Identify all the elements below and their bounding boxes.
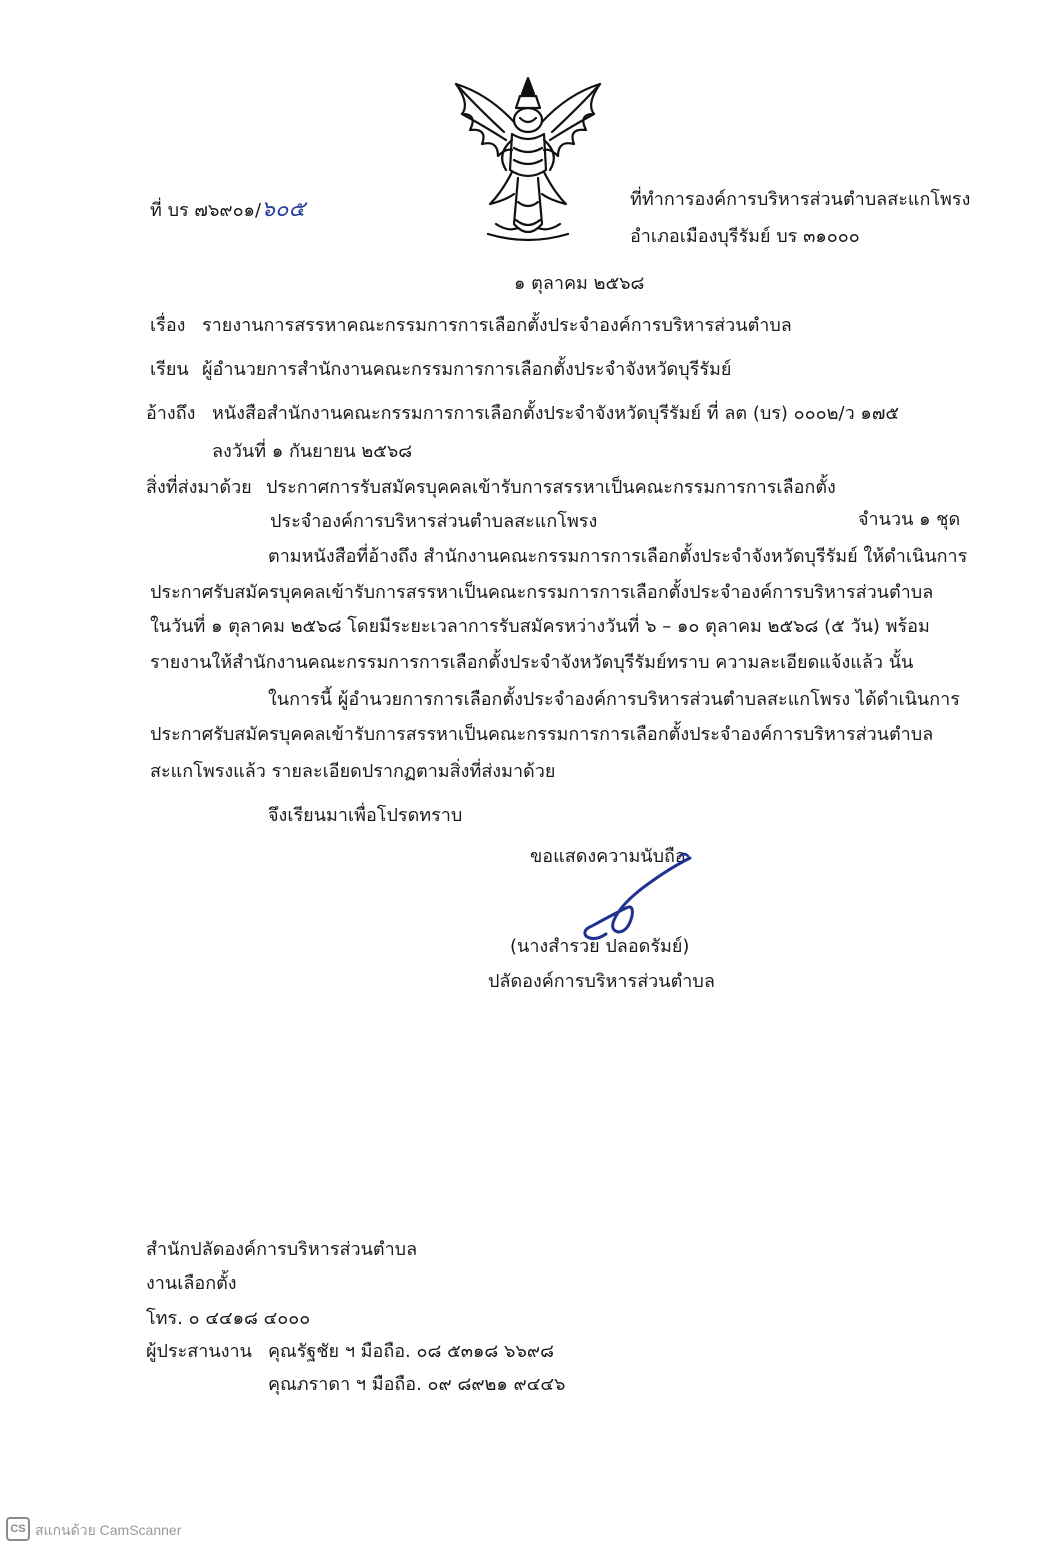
office-address-line-2: อำเภอเมืองบุรีรัมย์ บร ๓๑๐๐๐ (630, 226, 860, 247)
footer-phone: โทร. ๐ ๔๔๑๘ ๔๐๐๐ (146, 1308, 311, 1329)
camscanner-logo-icon: CS (6, 1517, 30, 1541)
footer-office: สำนักปลัดองค์การบริหารส่วนตำบล (146, 1239, 418, 1260)
enclosure-line-2: ประจำองค์การบริหารส่วนตำบลสะแกโพรง (270, 511, 598, 532)
regards: ขอแสดงความนับถือ (530, 846, 686, 867)
camscanner-label: สแกนด้วย CamScanner (35, 1522, 182, 1538)
paragraph-1-line-1: ตามหนังสือที่อ้างถึง สำนักงานคณะกรรมการการเลือกตั้งประจำจังหวัดบุรีรัมย์ ให้ดำเนินการ (268, 546, 968, 567)
reference-handwritten-number: ๖๐๕ (261, 197, 306, 222)
footer-unit: งานเลือกตั้ง (146, 1273, 237, 1294)
paragraph-2-line-2: ประกาศรับสมัครบุคคลเข้ารับการสรรหาเป็นคณะกรรมการการเลือกตั้งประจำองค์การบริหารส่วนตำบล (150, 724, 934, 745)
reference-doc-line-2: ลงวันที่ ๑ กันยายน ๒๕๖๘ (212, 441, 413, 462)
paragraph-2-line-1: ในการนี้ ผู้อำนวยการการเลือกตั้งประจำองค์การบริหารส่วนตำบลสะแกโพรง ได้ดำเนินการ (268, 689, 960, 710)
enclosure-label: สิ่งที่ส่งมาด้วย (146, 477, 252, 498)
recipient-text: ผู้อำนวยการสำนักงานคณะกรรมการการเลือกตั้งประจำจังหวัดบุรีรัมย์ (202, 359, 732, 380)
paragraph-1-line-3: ในวันที่ ๑ ตุลาคม ๒๕๖๘ โดยมีระยะเวลาการรับสมัครหว่างวันที่ ๖ – ๑๐ ตุลาคม ๒๕๖๘ (๕ วัน) พร้อม (150, 616, 930, 637)
reference-number: บร ๗๖๙๐๑/ (167, 200, 262, 221)
subject-label: เรื่อง (150, 315, 186, 336)
signatory-name: (นางสำรวย ปลอดรัมย์) (510, 936, 690, 957)
letter-date: ๑ ตุลาคม ๒๕๖๘ (514, 273, 645, 294)
subject-text: รายงานการสรรหาคณะกรรมการการเลือกตั้งประจำองค์การบริหารส่วนตำบล (202, 315, 792, 336)
reference-doc-line-1: หนังสือสำนักงานคณะกรรมการการเลือกตั้งประจำจังหวัดบุรีรัมย์ ที่ ลต (บร) ๐๐๐๒/ว ๑๗๕ (212, 403, 899, 424)
garuda-emblem-icon (448, 74, 608, 246)
office-address-line-1: ที่ทำการองค์การบริหารส่วนตำบลสะแกโพรง (630, 189, 971, 210)
reference-label: ที่ (150, 200, 162, 221)
enclosure-line-1: ประกาศการรับสมัครบุคคลเข้ารับการสรรหาเป็นคณะกรรมการการเลือกตั้ง (266, 477, 836, 498)
reference-doc-label: อ้างถึง (146, 403, 196, 424)
footer-coordinator-label: ผู้ประสานงาน (146, 1341, 252, 1362)
enclosure-quantity: จำนวน ๑ ชุด (858, 509, 961, 530)
closing-request: จึงเรียนมาเพื่อโปรดทราบ (268, 805, 463, 826)
signatory-position: ปลัดองค์การบริหารส่วนตำบล (488, 971, 715, 992)
paragraph-1-line-4: รายงานให้สำนักงานคณะกรรมการการเลือกตั้งประจำจังหวัดบุรีรัมย์ทราบ ความละเอียดแจ้งแล้ว นั้น (150, 652, 914, 673)
footer-coordinator-2: คุณภราดา ฯ มือถือ. ๐๙ ๘๙๒๑ ๙๔๔๖ (268, 1374, 566, 1395)
paragraph-1-line-2: ประกาศรับสมัครบุคคลเข้ารับการสรรหาเป็นคณะกรรมการการเลือกตั้งประจำองค์การบริหารส่วนตำบล (150, 582, 934, 603)
recipient-label: เรียน (150, 359, 189, 380)
paragraph-2-line-3: สะแกโพรงแล้ว รายละเอียดปรากฏตามสิ่งที่ส่งมาด้วย (150, 761, 556, 782)
footer-coordinator-1: คุณรัฐชัย ฯ มือถือ. ๐๘ ๕๓๑๘ ๖๖๙๘ (268, 1341, 554, 1362)
reference-number-line (150, 198, 305, 223)
